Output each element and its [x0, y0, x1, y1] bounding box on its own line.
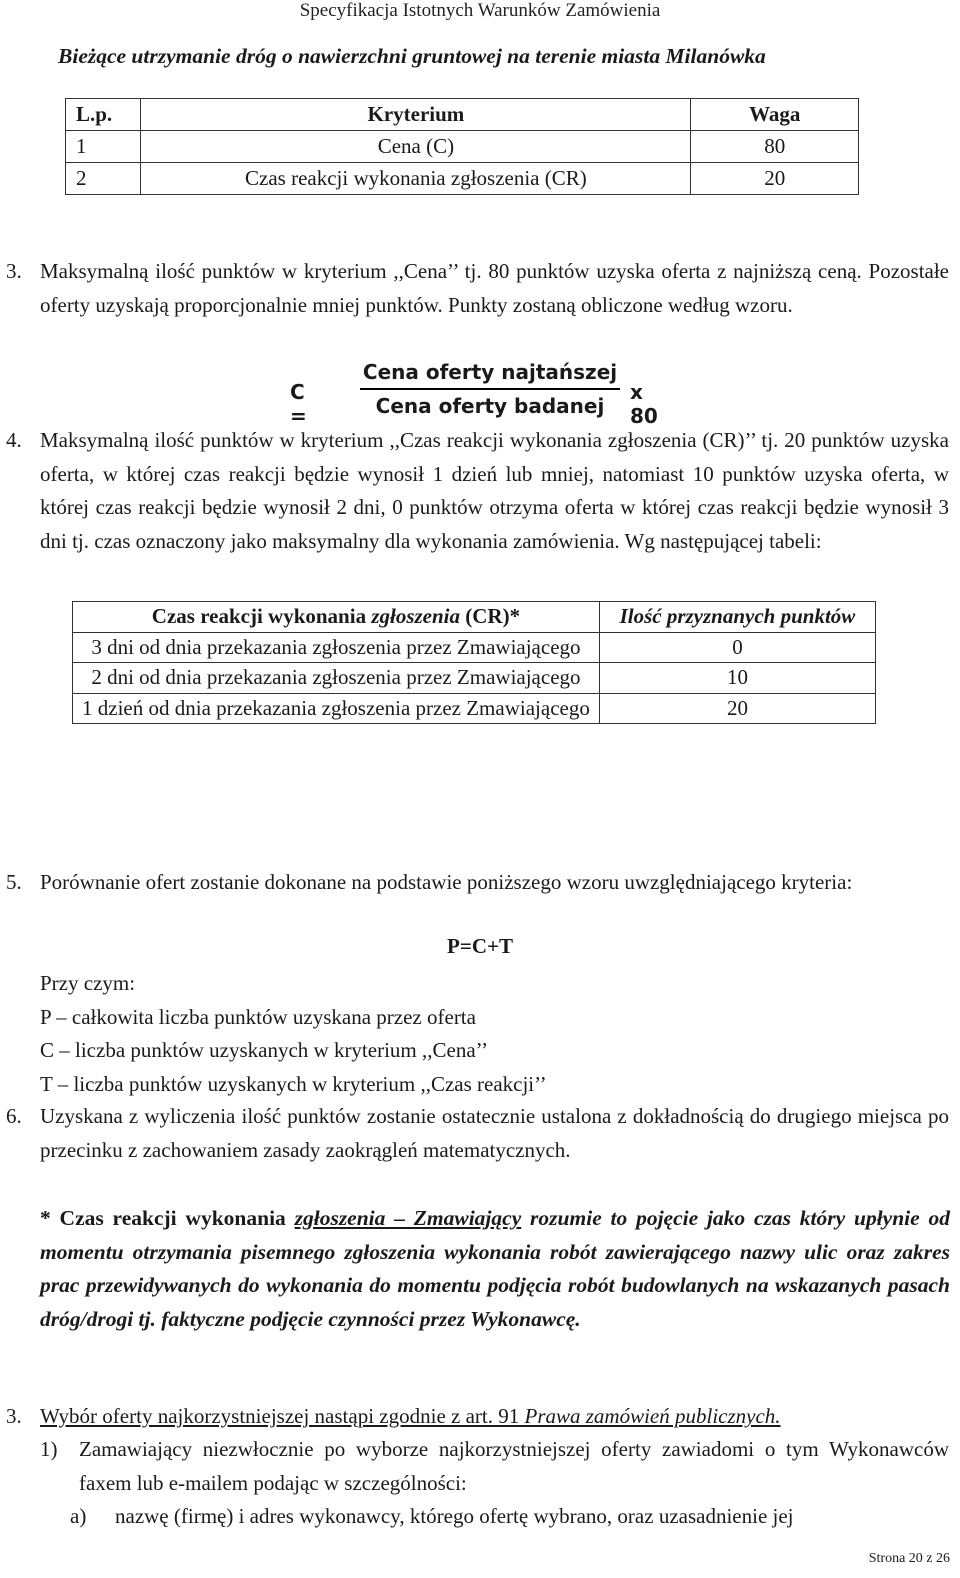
- paragraph-text: Porównanie ofert zostanie dokonane na podstawie poniższego wzoru uwzględniającego kryteria:: [40, 870, 853, 894]
- cell-lp: 2: [66, 163, 141, 195]
- cell-weight: 80: [691, 131, 859, 163]
- page-header: Specyfikacja Istotnych Warunków Zamówienia: [299, 0, 661, 21]
- formula-rhs: x 80: [630, 380, 658, 428]
- header-criterion: Kryterium: [141, 99, 691, 131]
- legend-line: P – całkowita liczba punktów uzyskana przez oferta: [40, 1004, 476, 1029]
- where-label: Przy czym:: [40, 971, 136, 995]
- table-row: [73, 632, 876, 663]
- cell-weight: 20: [691, 163, 859, 195]
- legend-line: T – liczba punktów uzyskanych w kryterium ,,Czas reakcji’’: [40, 1071, 547, 1096]
- criteria-table: [65, 98, 859, 195]
- table-row: [73, 663, 876, 694]
- item-number: 1): [40, 1437, 58, 1461]
- footnote-definition: [40, 1202, 950, 1336]
- paragraph-5: [0, 866, 960, 936]
- cell-points: 0: [599, 632, 875, 663]
- table-header-row: [66, 99, 859, 131]
- paragraph-number: 6.: [6, 1104, 22, 1128]
- legend-line: C – liczba punktów uzyskanych w kryterium ,,Cena’’: [40, 1038, 489, 1062]
- note-start: * Czas reakcji wykonania: [40, 1206, 295, 1230]
- paragraph-text: Uzyskana z wyliczenia ilość punktów zostanie ostatecznie ustalona z dokładnością do drugiego miejsca po przecinku z zachowaniem zasady zaokrągleń matematycznych.: [40, 1104, 949, 1162]
- paragraph-3: [0, 255, 960, 355]
- paragraph-number: 3.: [6, 259, 22, 283]
- item-text: Zamawiający niezwłocznie po wyborze najkorzystniejszej oferty zawiadomi o tym Wykonawców faxem lub e-mailem podając w szczególności:: [79, 1437, 949, 1495]
- document-subtitle: Bieżące utrzymanie dróg o nawierzchni gruntowej na terenie miasta Milanówka: [58, 44, 766, 68]
- cell-description: 3 dni od dnia przekazania zgłoszenia przez Zmawiającego: [73, 632, 600, 663]
- header-reaction-time: Czas reakcji wykonania zgłoszenia (CR)*: [73, 602, 600, 633]
- header-lp: L.p.: [66, 99, 141, 131]
- table-row: [73, 693, 876, 724]
- item-number: a): [70, 1504, 87, 1528]
- formula-numerator: Cena oferty najtańszej: [360, 360, 620, 390]
- paragraph-6: [0, 1100, 960, 1170]
- table-row: [66, 163, 859, 195]
- header-points: Ilość przyznanych punktów: [599, 602, 875, 633]
- cell-points: 20: [599, 693, 875, 724]
- note-underlined: zgłoszenia – Zmawiający: [294, 1206, 522, 1230]
- item-text: nazwę (firmę) i adres wykonawcy, którego ofertę wybrano, oraz uzasadnienie jej: [115, 1504, 794, 1528]
- page-number: Strona 20 z 26: [868, 1551, 950, 1566]
- cell-criterion: Czas reakcji wykonania zgłoszenia (CR): [141, 163, 691, 195]
- section-text: Wybór oferty najkorzystniejszej nastąpi zgodnie z art. 91 Prawa zamówień publicznych.: [40, 1404, 781, 1428]
- paragraph-number: 4.: [6, 428, 22, 452]
- section-number: 3.: [6, 1404, 22, 1428]
- formula-denominator: Cena oferty badanej: [375, 394, 605, 418]
- list-item-1: [0, 1433, 960, 1503]
- cell-description: 1 dzień od dnia przekazania zgłoszenia przez Zmawiającego: [73, 693, 600, 724]
- cell-criterion: Cena (C): [141, 131, 691, 163]
- cell-description: 2 dni od dnia przekazania zgłoszenia przez Zmawiającego: [73, 663, 600, 694]
- paragraph-4: [0, 424, 960, 594]
- paragraph-number: 5.: [6, 870, 22, 894]
- reaction-time-table: [72, 601, 876, 724]
- formula-lhs: C =: [290, 380, 307, 428]
- cell-lp: 1: [66, 131, 141, 163]
- table-header-row: [73, 602, 876, 633]
- cell-points: 10: [599, 663, 875, 694]
- paragraph-text: Maksymalną ilość punktów w kryterium ,,Cena’’ tj. 80 punktów uzyska oferta z najniższą ceną. Pozostałe oferty uzyskają proporcjonalnie mniej punktów. Punkty zostaną obliczone według wzoru.: [40, 259, 949, 317]
- note-rest: rozumie to pojęcie jako czas który upłynie od momentu otrzymania pisemnego zgłoszenia wykonania robót zawierającego nazwy ulic oraz zakres prac przewidywanych do wykonania do momentu podjęcia robót budowlanych na wskazanych pasach dróg/drogi tj. faktyczne podjęcie czynności przez Wykonawcę.: [40, 1206, 950, 1331]
- paragraph-text: Maksymalną ilość punktów w kryterium ,,Czas reakcji wykonania zgłoszenia (CR)’’ tj. 20 punktów uzyska oferta, w której czas reakcji będzie wynosił 1 dzień lub mniej, natomiast 10 punktów uzyska oferta, w której czas reakcji będzie wynosił 2 dni, 0 punktów otrzyma oferta w której czas reakcji będzie wynosił 3 dni tj. czas oznaczony jako maksymalny dla wykonania zamówienia. Wg następującej tabeli:: [40, 428, 949, 553]
- header-weight: Waga: [691, 99, 859, 131]
- formula-fraction: [360, 360, 620, 418]
- table-row: [66, 131, 859, 163]
- total-formula: P=C+T: [447, 934, 513, 958]
